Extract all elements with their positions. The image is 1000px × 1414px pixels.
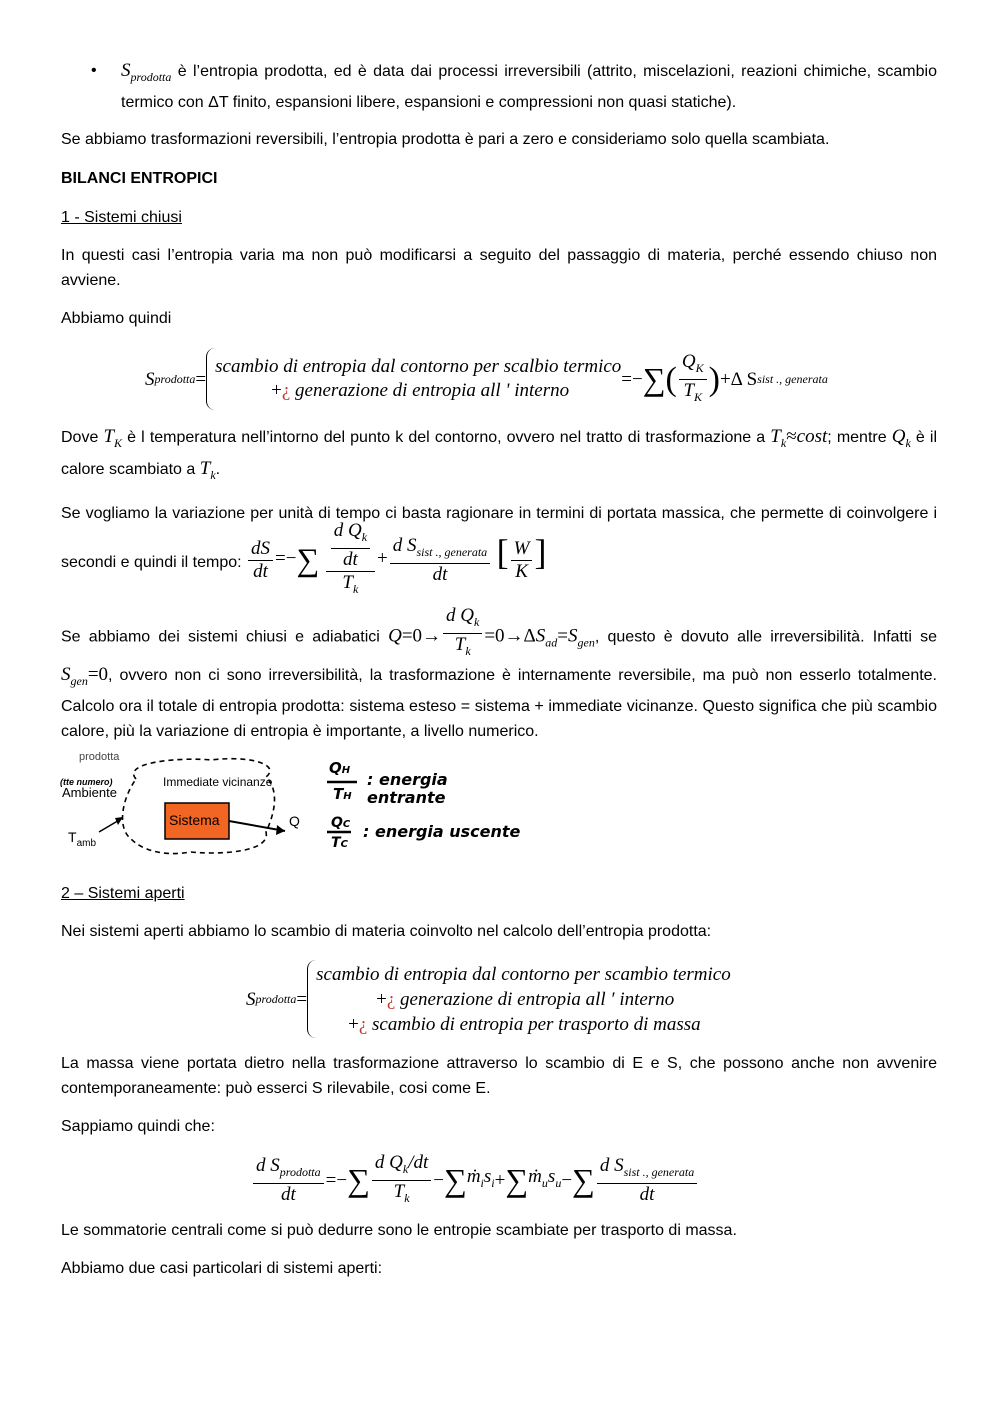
eq1-num: Q [681,350,696,372]
eq2-line2-wrap: +¿ generazione di entropia all ′ interno [376,988,675,1010]
fig-tamb-t: T [68,829,77,845]
fig-qh-q: Q [329,759,342,777]
eq2-line3-wrap: +¿ scambio di entropia per trasporto di massa [348,1013,701,1035]
dove-text-e: è il calore scambiato a [61,429,938,478]
section2-title: 2 – Sistemi aperti [61,885,185,902]
unit-w: W [511,538,533,561]
eq1-tail-sub: sist ., generata [757,371,828,386]
eq1-fraction [679,351,707,408]
eq1-tail: Δ S [730,368,758,390]
heading-text: BILANCI ENTROPICI [61,170,218,187]
symbol-s: S [121,60,131,81]
section1-intro: In questi casi l’entropia varia ma non può modificarsi a seguito del passaggio di materia, perché essendo chiuso non avviene. [61,247,937,289]
sum-icon: ∑ [505,1161,529,1198]
adiab-text-d: , ovvero non ci sono irreversibilità, la trasformazione è internamente reversibile, ma può non esserlo totalmente. Calcolo ora il totale di entropia prodotta: sistema esteso = sistema + immediate vicinanze. Questo significa che più scambio calore, più la variazione di entropia è importante, a livello numerico. [61,667,937,740]
rate-text: Se vogliamo la variazione per unità di tempo ci basta ragionare in termini di portata massica, che permette di coinvolgere i secondi e quindi il tempo: [61,505,937,572]
fig-qh-label: : energia entrante [367,770,448,807]
sum-icon: ∑ [444,1161,467,1198]
equation-closed-systems: S prodotta = scambio di entropia dal contorno per scalbio termico +¿ generazione di entropia all ' interno =− ∑ ( $\frac{Q_K}{T_K}$ ) + Δ S sist ., generata [145,344,937,414]
para-dove: Dove $T_K$ è l temperatura nell’intorno del punto k del contorno, ovvero nel tratto di trasformazione a $T_k\approx\cos t$; mentre $Q_k$ è il calore scambiato a $T_k$. [61,426,938,482]
para-rate [61,501,937,600]
equation-open-systems: S prodotta = scambio di entropia dal contorno per scambio termico +¿ generazione di entropia all ′ interno +¿ scambio di entropia per trasporto di massa [246,957,937,1041]
sum-icon: ∑ [347,1161,370,1198]
rate-equation: $\frac{dS}{dt}$ =−∑ $\frac{\frac{d Q_k}{dt}}{T_k}$ + $\frac{d S_{sist ., generata}}{dt}$ [ $\frac{W}{K}$ ] [246,520,546,600]
fig-th-sub: H [343,791,352,802]
bullet-entropia-prodotta [61,58,937,115]
dove-text-a: Dove [61,429,99,446]
fig-tc-sub: C [340,839,348,850]
eq1-den-sub: K [694,389,703,404]
eq1-num-sub: K [695,360,704,375]
eq1-line1: scambio di entropia dal contorno per scalbio termico [215,356,622,377]
eq2-line1: scambio di entropia dal contorno per scambio termico [316,963,731,985]
unit-k: K [515,560,528,582]
dove-text-b: è l temperatura nell’intorno del punto k del contorno, ovvero nel tratto di trasformazione a [127,429,766,446]
fig-qh-sub: H [341,765,351,776]
sum-icon: ∑ [296,541,320,578]
fig-tc [331,835,348,853]
eq1-den: T [683,379,695,401]
symbol-s-sub: prodotta [130,70,172,84]
fig-ambiente: Ambiente [62,785,117,800]
dove-text-d: mentre [836,429,887,446]
fig-tc-t: T [331,835,341,851]
equation-open-balance: $\frac{d S_{prodotta}}{dt}$ =− ∑ $\frac{d Q_k/dt}{T_k}$ − ∑ $ṁ_is_i$ + ∑ $ṁ_us_u$ − ∑ $\frac{d S_{sist ., generata}}{dt}$ [251,1152,937,1208]
eq1-line2-wrap: +¿ generazione di entropia all ' interno [271,380,570,401]
para-due-casi: Abbiamo due casi particolari di sistemi aperti: [61,1260,383,1277]
fig-ambiente-note: (tte numero) [60,777,113,787]
abbiamo-quindi: Abbiamo quindi [61,310,172,327]
para-massa: La massa viene portata dietro nella trasformazione attraverso lo scambio di E e S, che possono anche non avvenire contemporaneamente: può esserci S rilevabile, cosi come E. [61,1055,937,1097]
dove-cost: cost [796,426,828,447]
fig-qc-label: : energia uscente [363,822,521,841]
diagram-sistema-esteso [60,751,521,859]
sum-icon: ∑ [572,1161,595,1198]
eq2-line3: scambio di entropia per trasporto di massa [372,1013,701,1035]
fig-qh [329,759,350,780]
fig-q: Q [289,813,300,829]
eq1-lhs: S [145,368,155,390]
adiab-text-a: Se abbiamo dei sistemi chiusi e adiabatici [61,628,380,646]
fig-th [333,785,352,806]
fig-immediate: Immediate vicinanze [163,775,273,789]
fig-tamb-sub: amb [76,838,97,849]
eq2-line2: generazione di entropia all ′ interno [400,988,675,1010]
para-reversible: Se abbiamo trasformazioni reversibili, l’entropia prodotta è pari a zero e consideriamo solo quella scambiata. [61,131,830,148]
fig-qc-sub: C [342,819,351,830]
fig-qc [331,815,350,833]
eq2-cases [316,962,731,1037]
fig-sistema: Sistema [169,812,220,828]
adiab-text-c: se [920,628,938,646]
eq1-cases [215,355,621,403]
eq1-brace [206,348,215,410]
q-arrowhead [276,825,285,835]
sum-icon: ∑ [642,360,666,397]
para-adiabatic: Se abbiamo dei sistemi chiusi e adiabatici Q=0→ $\frac{d Q_k}{T_k}$ $=0\to\Delta S_{ad}=S_{gen}$, questo è dovuto alle irreversibilità. Infatti se $S_{gen}=0$, ovvero non ci sono irreversibilità, la trasformazione è internamente reversibile, ma può non esserlo totalmente. Calcolo ora il totale di entropia prodotta: sistema esteso = sistema + immediate vicinanze. Questo significa che più scambio calore, più la variazione di entropia è importante, a livello numerico. [61,605,938,740]
section1-title: 1 - Sistemi chiusi [61,209,182,226]
fig-qc-q: Q [331,815,343,831]
document-page [61,58,937,1294]
eq1-lhs-sub: prodotta [154,371,196,386]
fig-tamb [68,829,96,852]
eq2-brace [307,960,316,1038]
heading-bilanci [61,166,937,191]
fig-th-t: T [333,785,344,803]
adiab-text-b: , questo è dovuto alle irreversibilità. Infatti [594,628,912,646]
eq1-line2: generazione di entropia all ' interno [295,380,570,401]
para-sommatorie: Le sommatorie centrali come si può dedurre sono le entropie scambiate per trasporto di massa. [61,1222,737,1239]
section2-intro: Nei sistemi aperti abbiamo lo scambio di materia coinvolto nel calcolo dell’entropia prodotta: [61,923,712,940]
para-sappiamo: Sappiamo quindi che: [61,1118,215,1135]
fig-top-cut: prodotta [79,751,120,763]
bullet-text: è l’entropia prodotta, ed è data dai processi irreversibili (attrito, miscelazioni, reazioni chimiche, scambio termico con ΔT finito, espansioni libere, espansioni e compressioni non quasi statiche). [121,63,937,111]
bullet-dot: • [91,62,97,79]
